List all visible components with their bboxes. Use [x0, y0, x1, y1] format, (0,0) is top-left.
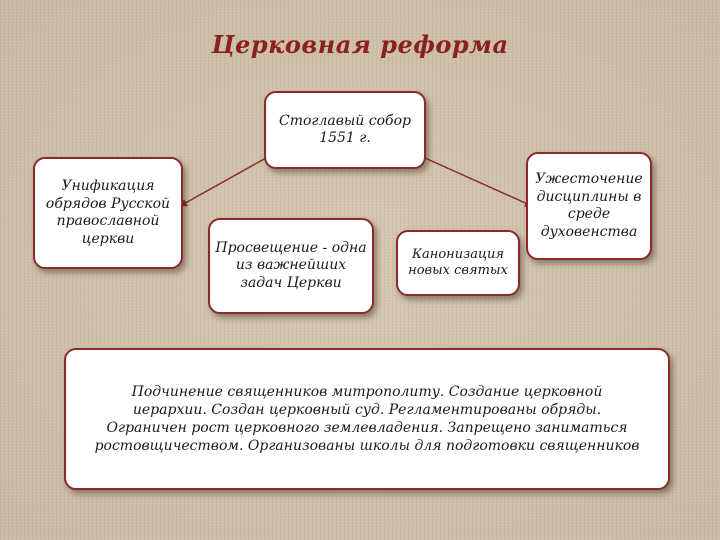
sobor-label: Стоглавый собор 1551 г. — [279, 112, 411, 146]
discipline-label: Ужесточение дисциплины в среде духовенства — [535, 171, 643, 240]
discipline-box — [526, 152, 652, 260]
unification-box — [33, 157, 183, 269]
summary-text: Подчинение священников митрополиту. Создание церковной иерархии. Создан церковный суд. Регламентированы обряды. Ограничен рост церковного землевладения. Запрещено заниматься ростовщичеством. Организованы школы для подготовки священников — [94, 383, 640, 455]
arrow-to-unification — [180, 158, 266, 206]
canonization-box — [396, 230, 520, 296]
canonization-label: Канонизация новых святых — [408, 246, 508, 278]
unification-label: Унификация обрядов Русской православной церкви — [45, 178, 171, 247]
sobor-box — [264, 91, 426, 169]
enlightenment-label: Просвещение - одна из важнейших задач Церкви — [215, 239, 367, 291]
enlightenment-box — [208, 218, 374, 314]
arrow-to-discipline — [425, 158, 532, 206]
page-title: Церковная реформа — [211, 30, 509, 59]
summary-box — [64, 348, 670, 490]
